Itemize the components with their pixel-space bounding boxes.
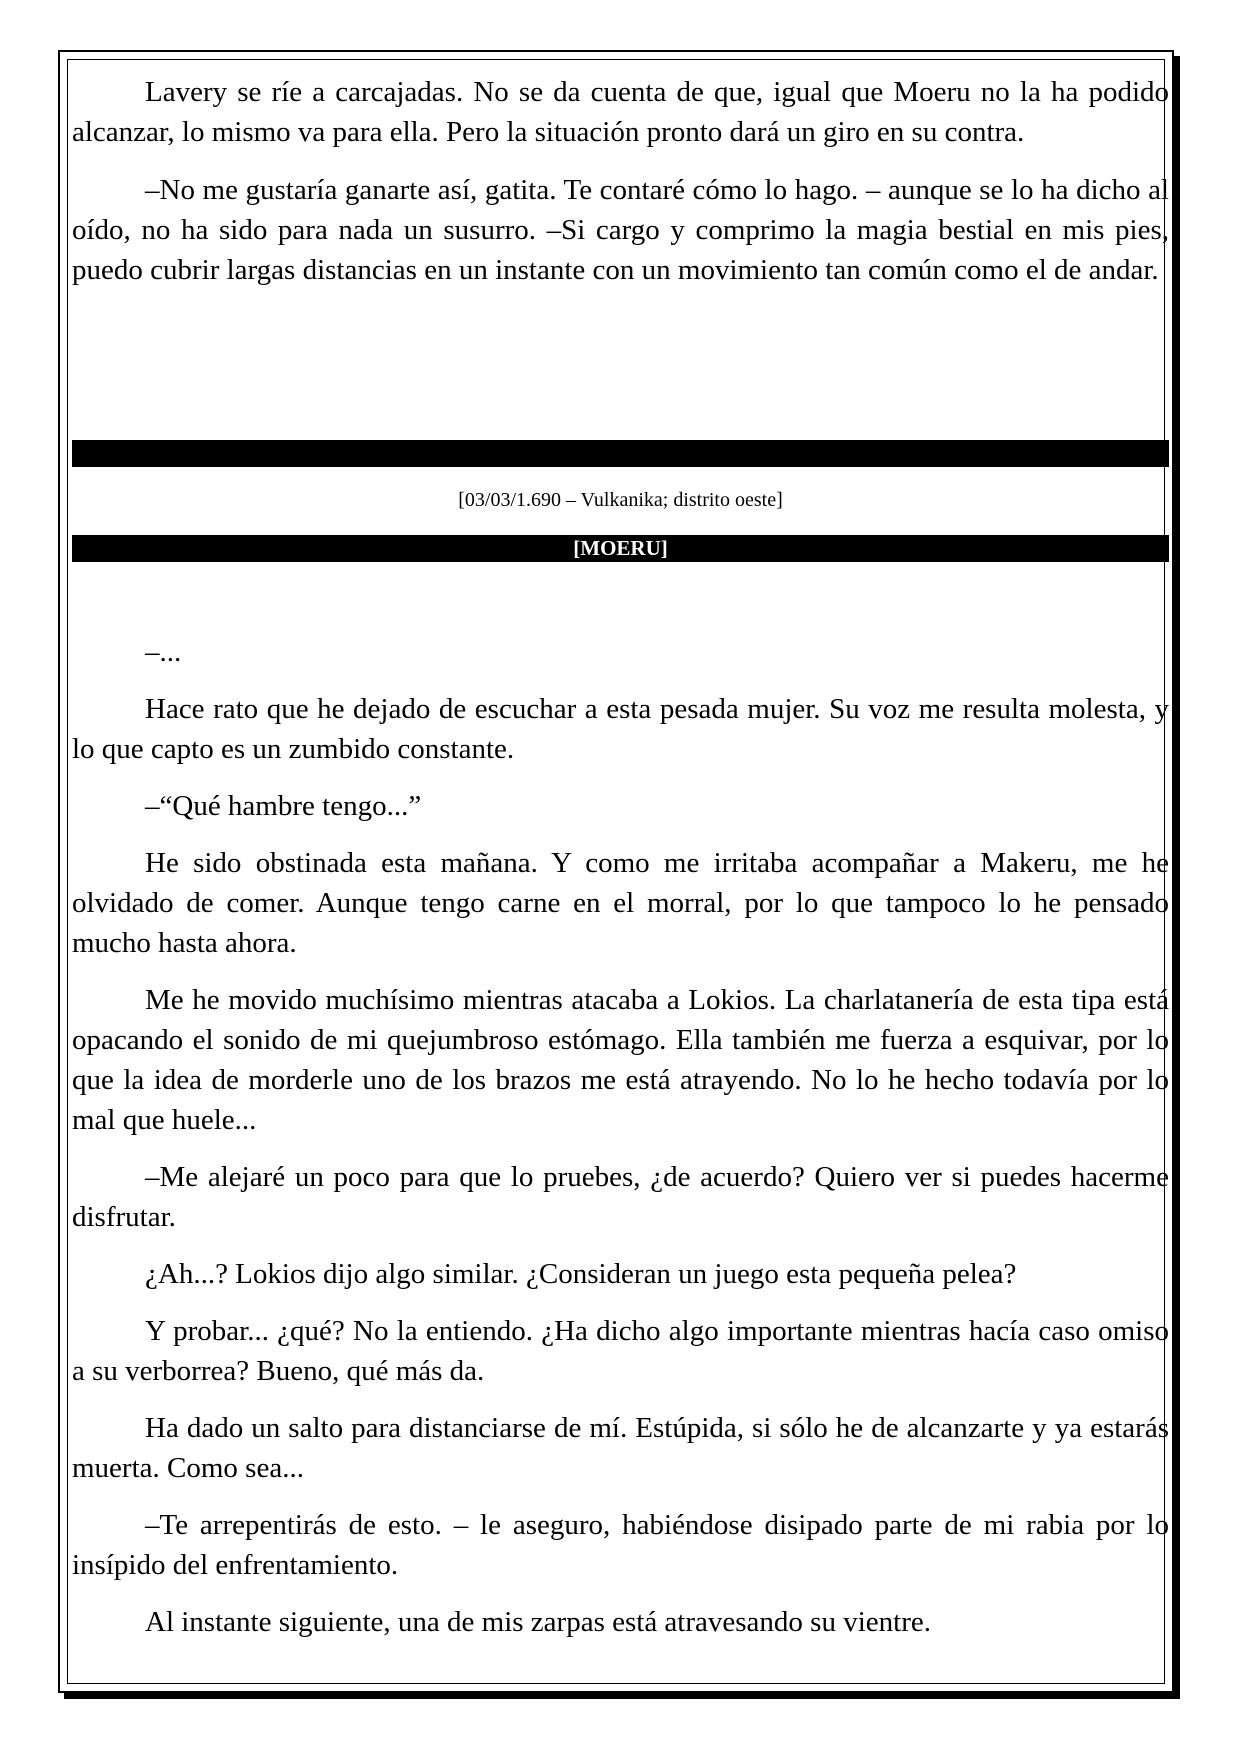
paragraph: Lavery se ríe a carcajadas. No se da cuenta de que, igual que Moeru no la ha podido alcanzar, lo mismo va para ella. Pero la situación pronto dará un giro en su contra. xyxy=(72,76,1169,148)
paragraph: –“Qué hambre tengo...” xyxy=(145,790,422,822)
paragraph: Hace rato que he dejado de escuchar a esta pesada mujer. Su voz me resulta molesta, y lo que capto es un zumbido constante. xyxy=(72,693,1169,765)
scene-divider-bar xyxy=(72,440,1169,467)
paragraph: Me he movido muchísimo mientras atacaba a Lokios. La charlatanería de esta tipa está opacando el sonido de mi quejumbroso estómago. Ella también me fuerza a esquivar, por lo que la idea de morderle uno de los brazos me está atrayendo. No lo he hecho todavía por lo mal que huele... xyxy=(72,984,1169,1136)
paragraph: He sido obstinada esta mañana. Y como me irritaba acompañar a Makeru, me he olvidado de comer. Aunque tengo carne en el morral, por lo que tampoco lo he pensado mucho hasta ahora. xyxy=(72,847,1169,959)
paragraph: Ha dado un salto para distanciarse de mí. Estúpida, si sólo he de alcanzarte y ya estarás muerta. Como sea... xyxy=(72,1412,1169,1484)
paragraph: ¿Ah...? Lokios dijo algo similar. ¿Consideran un juego esta pequeña pelea? xyxy=(145,1258,1017,1290)
pov-character-bar: [MOERU] xyxy=(72,535,1169,562)
paragraph: Al instante siguiente, una de mis zarpas está atravesando su vientre. xyxy=(145,1606,931,1638)
paragraph: –Me alejaré un poco para que lo pruebes, ¿de acuerdo? Quiero ver si puedes hacerme disfrutar. xyxy=(72,1161,1169,1233)
paragraph: –No me gustaría ganarte así, gatita. Te contaré cómo lo hago. – aunque se lo ha dicho al oído, no ha sido para nada un susurro. –Si cargo y comprimo la magia bestial en mis pies, puedo cubrir largas distancias en un instante con un movimiento tan común como el de andar. xyxy=(72,174,1169,286)
paragraph: Y probar... ¿qué? No la entiendo. ¿Ha dicho algo importante mientras hacía caso omiso a su verborrea? Bueno, qué más da. xyxy=(72,1315,1169,1387)
bottom-text-block xyxy=(72,632,1169,1642)
top-text-block xyxy=(72,72,1169,290)
scene-date-location: [03/03/1.690 – Vulkanika; distrito oeste] xyxy=(458,489,783,511)
paragraph: –Te arrepentirás de esto. – le aseguro, habiéndose disipado parte de mi rabia por lo insípido del enfrentamiento. xyxy=(72,1509,1169,1581)
paragraph: –... xyxy=(145,636,182,668)
